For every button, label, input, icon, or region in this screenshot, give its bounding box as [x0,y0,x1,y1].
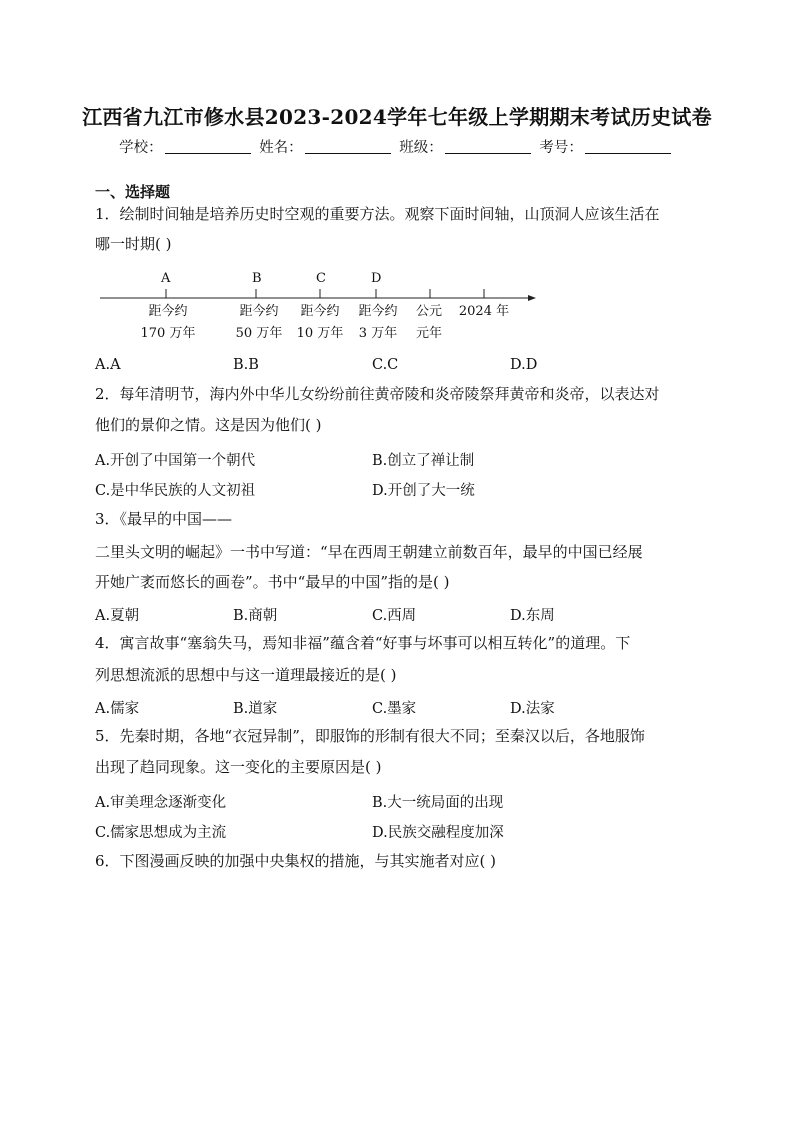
timeline-caption: 距今约 50 万年 [235,304,283,341]
question-4-option-b[interactable]: B.道家 [233,701,278,717]
question-1-stem-line-2: 哪一时期( ) [95,235,172,253]
timeline-letter-c: C [316,271,326,286]
timeline-caption: 公元 元年 [415,304,442,341]
question-3-stem-line-2: 二里头文明的崛起》一书中写道：“早在西周王朝建立前数百年，最早的中国已经展 [95,543,643,561]
class-blank[interactable] [445,139,531,154]
exam-number-blank[interactable] [585,139,671,154]
question-1-option-c[interactable]: C.C [372,357,399,373]
question-5-stem-line-1: 5．先秦时期，各地“衣冠异制”，即服饰的形制有很大不同；至秦汉以后，各地服饰 [95,727,645,745]
name-blank[interactable] [305,139,391,154]
question-5-stem-line-2: 出现了趋同现象。这一变化的主要原因是( ) [95,758,382,776]
question-5-option-a[interactable]: A.审美理念逐渐变化 [95,795,227,811]
school-blank[interactable] [165,139,251,154]
question-1-option-a[interactable]: A.A [95,357,121,373]
timeline-caption: 距今约 3 万年 [358,304,398,341]
question-3-option-a[interactable]: A.夏朝 [95,608,140,624]
question-5-option-c[interactable]: C.儒家思想成为主流 [95,825,227,841]
question-4-stem-line-1: 4．寓言故事“塞翁失马，焉知非福”蕴含着“好事与坏事可以相互转化”的道理。下 [95,634,631,652]
timeline-caption: 2024 年 [458,304,510,319]
question-2-option-a[interactable]: A.开创了中国第一个朝代 [95,453,256,469]
exam-number-label: 考号： [539,140,583,156]
question-4-option-d[interactable]: D.法家 [510,701,555,717]
question-2-stem-line-1: 2．每年清明节，海内外中华儿女纷纷前往黄帝陵和炎帝陵祭拜黄帝和炎帝，以表达对 [95,385,660,403]
timeline-caption: 距今约 10 万年 [296,304,344,341]
question-3-stem-line-1: 3．《最早的中国—— [95,510,233,528]
question-4-option-c[interactable]: C.墨家 [372,701,417,717]
class-label: 班级： [399,140,443,156]
question-2-stem-line-2: 他们的景仰之情。这是因为他们( ) [95,416,322,434]
question-5-option-b[interactable]: B.大一统局面的出现 [372,795,504,811]
school-label: 学校： [119,140,163,156]
timeline-arrow [528,295,536,301]
question-3-stem-line-3: 开她广袤而悠长的画卷”。书中“最早的中国”指的是( ) [95,573,450,591]
question-1-option-d[interactable]: D.D [510,357,538,373]
name-label: 姓名： [259,140,303,156]
timeline-caption: 距今约 170 万年 [140,304,196,341]
section-heading: 一、选择题 [95,183,171,201]
question-1-stem-line-1: 1．绘制时间轴是培养历史时空观的重要方法。观察下面时间轴，山顶洞人应该生活在 [95,205,660,223]
timeline-letter-a: A [161,271,171,286]
question-2-option-d[interactable]: D.开创了大一统 [372,483,475,499]
student-info-line [0,136,794,157]
question-4-option-a[interactable]: A.儒家 [95,701,140,717]
question-4-stem-line-2: 列思想流派的思想中与这一道理最接近的是( ) [95,666,397,684]
exam-title: 江西省九江市修水县2023-2024学年七年级上学期期末考试历史试卷 [82,105,712,129]
question-6-stem-line-1: 6．下图漫画反映的加强中央集权的措施，与其实施者对应( ) [95,852,497,870]
timeline-letter-d: D [371,271,382,286]
question-1-option-b[interactable]: B.B [233,357,259,373]
question-3-option-b[interactable]: B.商朝 [233,608,278,624]
question-2-option-c[interactable]: C.是中华民族的人文初祖 [95,483,256,499]
question-3-option-d[interactable]: D.东周 [510,608,555,624]
timeline-letter-b: B [252,271,262,286]
question-5-option-d[interactable]: D.民族交融程度加深 [372,825,504,841]
question-2-option-b[interactable]: B.创立了禅让制 [372,453,475,469]
question-3-option-c[interactable]: C.西周 [372,608,417,624]
